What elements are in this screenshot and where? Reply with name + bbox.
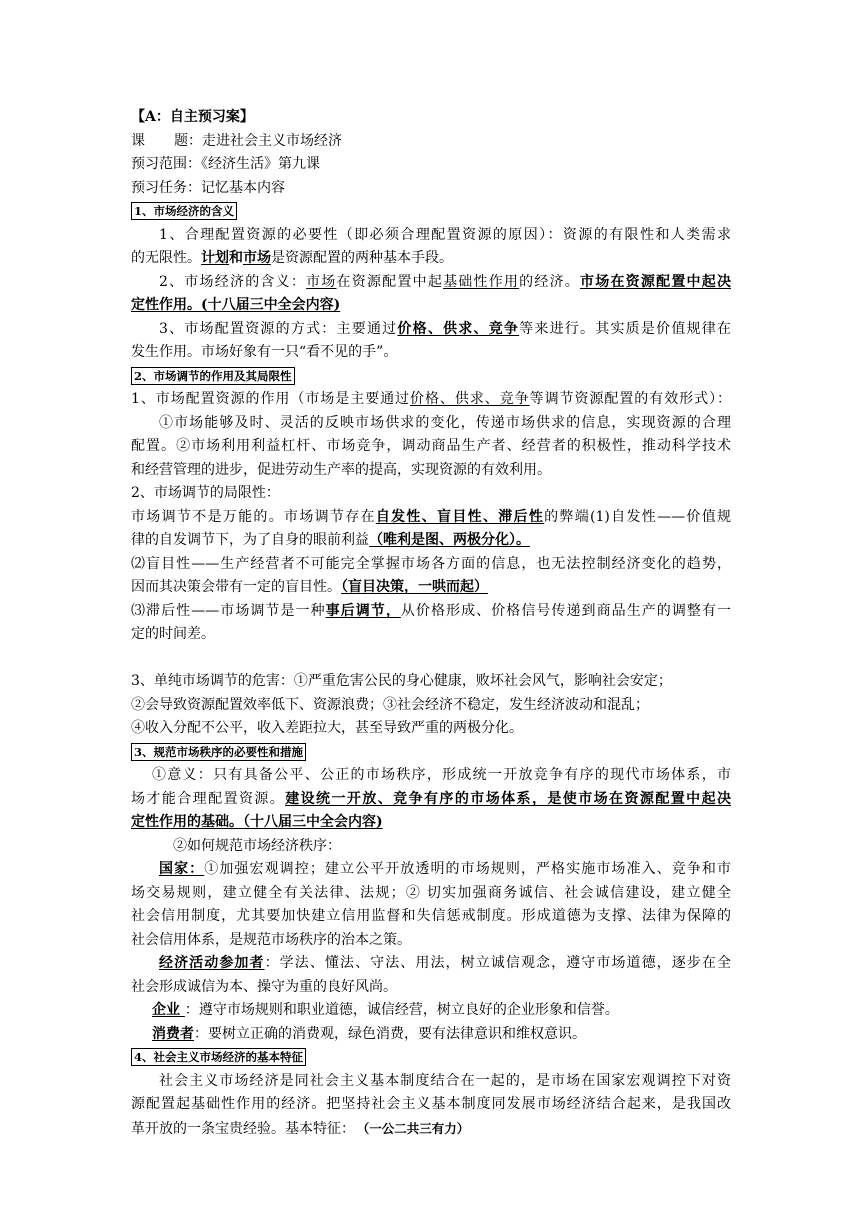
paragraph: 企业 ：遵守市场规则和职业道德，诚信经营，树立良好的企业形象和信誉。 <box>152 1002 619 1018</box>
section-3-heading: 3、规范市场秩序的必要性和措施 <box>131 743 306 761</box>
section-4-heading-row <box>131 1046 731 1070</box>
paragraph: 定性作用的基础。（十八届三中全会内容) <box>131 814 383 830</box>
paragraph: 场交易规则，建立健全有关法律、法规；② 切实加强商务诚信、社会诚信建设，建立健全 <box>131 884 731 901</box>
paragraph: ④收入分配不公平，收入差距拉大，甚至导致严重的两极分化。 <box>131 720 523 736</box>
paragraph: 国家：①加强宏观调控；建立公平开放透明的市场规则，严格实施市场准入、竞争和市 <box>159 861 731 877</box>
paragraph: 社会信用制度，尤其要加快建立信用监督和失信惩戒制度。形成道德为支撑、法律为保障的 <box>131 908 731 924</box>
section-4-heading: 4、社会主义市场经济的基本特征 <box>131 1048 306 1066</box>
section-3-heading-row <box>131 741 731 765</box>
paragraph: 3、单纯市场调节的危害：①严重危害公民的身心健康，败坏社会风气，影响社会安定； <box>131 673 672 689</box>
paragraph: 社会信用体系，是规范市场秩序的治本之策。 <box>131 931 411 948</box>
paragraph: 市场调节不是万能的。市场调节存在自发性、盲目性、滞后性的弊端(1)自发性——价值规 <box>131 508 731 525</box>
paragraph: 的无限性。计划和市场是资源配置的两种基本手段。 <box>131 250 453 266</box>
paragraph: ⑵盲目性——生产经营者不可能完全掌握市场各方面的信息，也无法控制经济变化的趋势， <box>131 555 731 572</box>
section-2-heading: 2、市场调节的作用及其局限性 <box>131 367 295 385</box>
paragraph: ②会导致资源配置效率低下、资源浪费；③社会经济不稳定，发生经济波动和混乱； <box>131 696 649 713</box>
paragraph: 消费者：要树立正确的消费观，绿色消费，要有法律意识和维权意识。 <box>152 1025 586 1042</box>
paragraph: ①意义：只有具备公平、公正的市场秩序，形成统一开放竞争有序的现代市场体系，市 <box>152 767 731 783</box>
study-document <box>131 106 731 1140</box>
paragraph: 社会主义市场经济是同社会主义基本制度结合在一起的，是市场在国家宏观调控下对资 <box>159 1072 731 1089</box>
paragraph: 律的自发调节下，为了自身的眼前利益（唯利是图、两极分化）。 <box>131 532 530 548</box>
paragraph: 定性作用。(十八届三中全会内容) <box>131 297 341 313</box>
paragraph: 发生作用。市场好象有一只“看不见的手”。 <box>131 344 398 360</box>
paragraph: 配置。②市场利用利益杠杆、市场竞争，调动商品生产者、经营者的积极性，推动科学技术 <box>131 438 731 454</box>
paragraph: 经济活动参加者：学法、懂法、守法、用法，树立诚信观念，遵守市场道德，逐步在全 <box>159 955 731 971</box>
section-2-heading-row <box>131 365 731 389</box>
paragraph: 2、市场经济的含义：市场在资源配置中起基础性作用的经济。市场在资源配置中起决 <box>159 273 731 290</box>
paragraph: 和经营管理的进步，促进劳动生产率的提高，实现资源的有效利用。 <box>131 461 551 478</box>
paragraph: 场才能合理配置资源。建设统一开放、竞争有序的市场体系，是使市场在资源配置中起决 <box>131 790 731 807</box>
paragraph: ⑶滞后性——市场调节是一种事后调节，从价格形成、价格信号传递到商品生产的调整有一 <box>131 602 731 619</box>
paragraph: ①市场能够及时、灵活的反映市场供求的变化，传递市场供求的信息，实现资源的合理 <box>159 414 731 431</box>
scope-line: 预习范围：《经济生活》第九课 <box>131 156 320 172</box>
topic-line: 课 题：走进社会主义市场经济 <box>131 132 342 149</box>
document-title: 【A：自主预习案】 <box>131 109 254 125</box>
paragraph: 1、合理配置资源的必要性（即必须合理配置资源的原因）：资源的有限性和人类需求 <box>159 226 731 243</box>
paragraph: 革开放的一条宝贵经验。基本特征： （一公二共三有力） <box>131 1120 470 1137</box>
paragraph: 社会形成诚信为本、操守为重的良好风尚。 <box>131 978 397 995</box>
paragraph: 3、市场配置资源的方式：主要通过价格、供求、竞争等来进行。其实质是价值规律在 <box>159 320 731 337</box>
paragraph: ②如何规范市场经济秩序： <box>173 837 341 854</box>
paragraph: 1、市场配置资源的作用（市场是主要通过价格、供求、竞争等调节资源配置的有效形式）： <box>131 391 731 407</box>
section-1-heading: 1、市场经济的含义 <box>131 202 237 220</box>
blank-line <box>131 647 731 671</box>
section-1-heading-row <box>131 200 731 224</box>
paragraph: 定的时间差。 <box>131 626 215 642</box>
paragraph: 2、市场调节的局限性： <box>131 485 280 501</box>
paragraph: 源配置起基础性作用的经济。把坚持社会主义基本制度同发展市场经济结合起来，是我国改 <box>131 1096 731 1112</box>
paragraph: 因而其决策会带有一定的盲目性。（盲目决策，一哄而起） <box>131 579 488 595</box>
task-line: 预习任务：记忆基本内容 <box>131 179 285 196</box>
